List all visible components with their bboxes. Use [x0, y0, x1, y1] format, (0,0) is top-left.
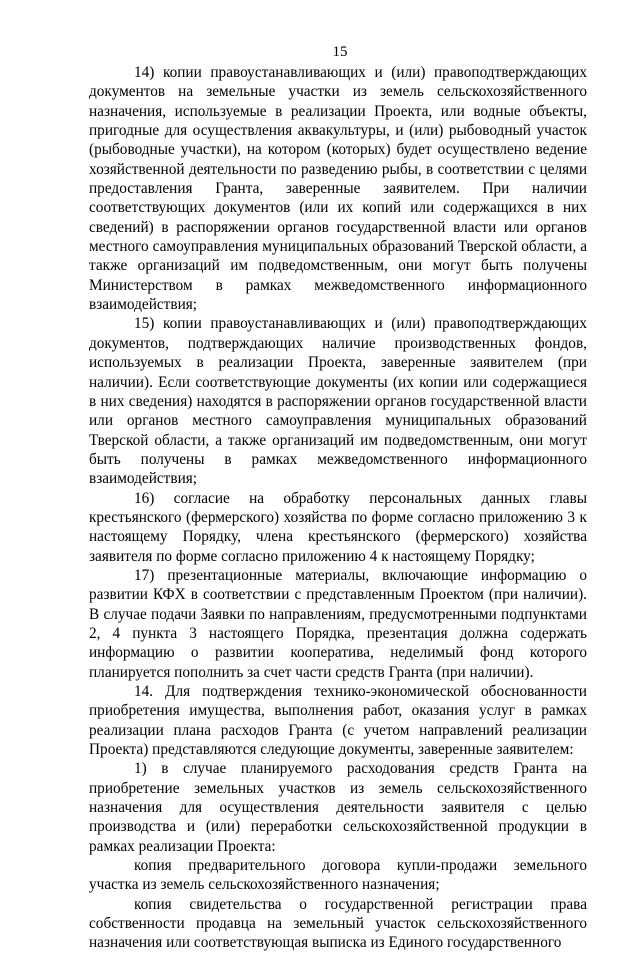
paragraph-registration-certificate-copy: копия свидетельства о государственной регистрации права собственности продавца на земельный участок сельскохозяйственного назначения или соответствующая выписка из Единого государственного	[89, 895, 587, 952]
document-body	[89, 63, 587, 953]
paragraph-preliminary-contract-copy: копия предварительного договора купли-продажи земельного участка из земель сельскохозяйственного назначения;	[89, 857, 587, 894]
paragraph-clause-14-feasibility: 14. Для подтверждения технико-экономической обоснованности приобретения имущества, выполнения работ, оказания услуг в рамках реализации плана расходов Гранта (с учетом направлений реализации Проекта) представляются следующие документы, заверенные заявителем:	[89, 683, 587, 759]
page-number: 15	[332, 44, 348, 60]
paragraph-item-17-presentation-materials: 17) презентационные материалы, включающие информацию о развитии КФХ в соответствии с представленным Проектом (при наличии). В случае подачи Заявки по направлениям, предусмотренными подпунктами 2, 4 пункта 3 настоящего Порядка, презентация должна содержать информацию о развитии кооператива, неделимый фонд которого планируется пополнить за счет части средств Гранта (при наличии).	[89, 566, 587, 681]
paragraph-item-16-personal-data-consent: 16) согласие на обработку персональных данных главы крестьянского (фермерского) хозяйства по форме согласно приложению 3 к настоящему Порядку, члена крестьянского (фермерского) хозяйства заявителя по форме согласно приложению 4 к настоящему Порядку;	[89, 489, 587, 565]
paragraph-item-15-production-assets: 15) копии правоустанавливающих и (или) правоподтверждающих документов, подтверждающих наличие производственных фондов, используемых в реализации Проекта, заверенные заявителем (при наличии). Если соответствующие документы (их копии или содержащиеся в них сведения) находятся в распоряжении органов государственной власти или органов местного самоуправления муниципальных образований Тверской области, а также организаций им подведомственным, они могут быть получены в рамках межведомственного информационного взаимодействия;	[89, 315, 587, 488]
paragraph-subitem-1-land-purchase: 1) в случае планируемого расходования средств Гранта на приобретение земельных участков из земель сельскохозяйственного назначения для осуществления деятельности заявителя с целью производства и (или) переработки сельскохозяйственной продукции в рамках реализации Проекта:	[89, 760, 587, 855]
paragraph-item-14-land-documents: 14) копии правоустанавливающих и (или) правоподтверждающих документов на земельные участки из земель сельскохозяйственного назначения, используемые в реализации Проекта, или водные объекты, пригодные для осуществления аквакультуры, и (или) рыбоводный участок (рыбоводные участки), на котором (которых) будет осуществлено ведение хозяйственной деятельности по разведению рыбы, в соответствии с целями предоставления Гранта, заверенные заявителем. При наличии соответствующих документов (или их копий или содержащихся в них сведений) в распоряжении органов государственной власти или органов местного самоуправления муниципальных образований Тверской области, а также организаций им подведомственным, они могут быть получены Министерством в рамках межведомственного информационного взаимодействия;	[89, 64, 587, 314]
